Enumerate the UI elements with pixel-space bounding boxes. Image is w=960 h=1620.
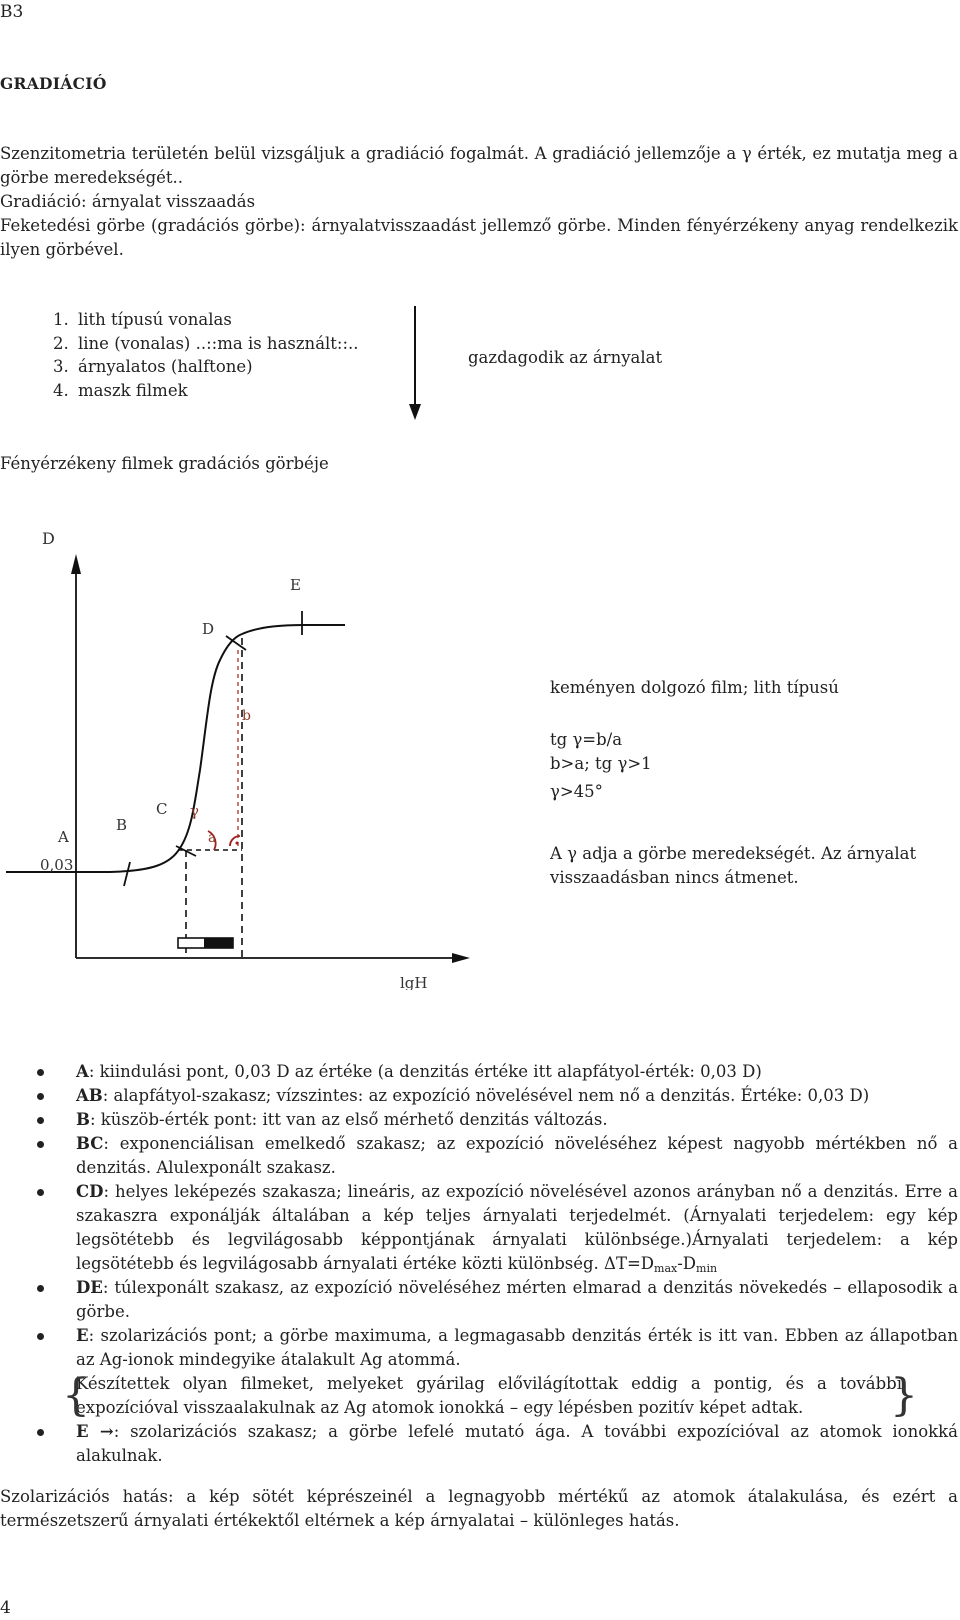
page-code: B3 [0,2,24,22]
page-title: GRADIÁCIÓ [0,74,107,93]
list-item: E: szolarizációs pont; a görbe maximuma, a legmagasabb denzitás érték is itt van. Ebben az állapotban az Ag-ionok mindegyike átalakult Ag atommá. [0,1324,958,1372]
bullet-icon [37,1093,44,1100]
bracketed-note: { Készítettek olyan filmeket, melyeket gyárilag elővilágítottak eddig a pontig, és a további expozícióval visszaalakulnak az Ag atomok ionokká – egy lépésben pozitív képet adtak. } [62,1370,918,1421]
baseline-value-label: 0,03 [40,856,74,874]
gamma-label: γ [190,802,199,820]
bullet-icon [37,1429,44,1436]
y-axis-label: D [42,529,55,548]
left-brace-icon: { [62,1370,90,1421]
list-item: CD: helyes leképezés szakasza; lineáris, az expozíció növelésével azonos arányban nő a denzitás. Erre a szakaszra exponálják általában a kép teljes árnyalati terjedelmét. (Árnyalati terjedelem: egy kép legsötétebb és legvilágosabb képpontjának árnyalati különbsége.)Árnyalati terjedelem: a kép legsötétebb és legvilágosabb árnyalati értéke közti különbség. $\Delta T=D_{max}-D_{min}$ [0,1180,958,1276]
film-type-list [40,308,359,402]
list-item: 3. árnyalatos (halftone) [74,355,359,379]
closing-paragraph: Szolarizációs hatás: a kép sötét képrészeinél a legnagyobb mértékű az atomok átalakulása, és ezért a természetszerű árnyalati értékektől eltérnek a kép árnyalatai – különleges hatás. [0,1487,958,1530]
point-C-label: C [156,800,168,818]
point-D-label: D [202,620,215,638]
list-item: BC: exponenciálisan emelkedő szakasz; az expozíció növeléséhez képest nagyobb mértékben nő a denzitás. Alulexponált szakasz. [0,1132,958,1180]
curve-points-list [0,1060,958,1468]
angle-rule: γ>45° [550,782,603,801]
bullet-icon [37,1141,44,1148]
list-item: E →: szolarizációs szakasz; a görbe lefelé mutató ága. A további expozícióval az atomok ionokká alakulnak. [0,1420,958,1468]
intro-section [0,142,958,262]
list-item: DE: túlexponált szakasz, az expozíció növeléséhez mérten elmarad a denzitás növekedés – ellaposodik a görbe. [0,1276,958,1324]
list-item: 4. maszk filmek [74,379,359,403]
x-axis-arrow-icon [452,953,470,963]
bullet-icon [37,1189,44,1196]
point-B-label: B [116,816,128,834]
y-axis-arrow-icon [71,554,81,574]
film-type-note: keményen dolgozó film; lith típusú [550,678,839,697]
intro-paragraph-1: Szenzitometria területén belül vizsgáljuk a gradiáció fogalmát. A gradiáció jellemzője a γ érték, ez mutatja meg a görbe meredekségét.. [0,144,958,187]
intro-paragraph-2: Gradiáció: árnyalat visszaadás [0,192,256,211]
page-number: 4 [0,1598,11,1618]
side-b-label: b [242,708,251,724]
gradation-curve [6,625,345,872]
down-arrow-icon [400,304,430,424]
list-item: 1. lith típusú vonalas [74,308,359,332]
gradation-curve-diagram [0,510,960,990]
slope-note: A γ adja a görbe meredekségét. Az árnyalat visszaadásban nincs átmenet. [550,844,917,887]
side-a-label: a [208,830,217,846]
list-item: AB: alapfátyol-szakasz; vízszintes: az expozíció növelésével nem nő a denzitás. Értéke: 0,03 D) [0,1084,958,1108]
bullet-icon [37,1117,44,1124]
point-A-label: A [58,828,69,846]
list-item: A: kiindulási pont, 0,03 D az értéke (a denzitás értéke itt alapfátyol-érték: 0,03 D) [0,1060,958,1084]
point-E-label: E [290,576,301,594]
diagram-title: Fényérzékeny filmek gradációs görbéje [0,454,329,473]
right-brace-icon: } [890,1370,918,1421]
tick-B [124,862,130,886]
bullet-icon [37,1285,44,1292]
exposure-bar-fill [204,938,233,948]
intro-paragraph-3: Feketedési görbe (gradációs görbe): árnyalatvisszaadást jellemző görbe. Minden fényérzékeny anyag rendelkezik ilyen görbével. [0,216,958,259]
right-angle-dot [236,842,239,845]
arrow-note: gazdagodik az árnyalat [468,348,663,367]
tg-formula: tg γ=b/a [550,730,623,749]
bullet-icon [37,1333,44,1340]
x-axis-label: lgH [400,974,428,990]
list-item: 2. line (vonalas) ..::ma is használt::.. [74,332,359,356]
bullet-icon [37,1069,44,1076]
list-item: B: küszöb-érték pont: itt van az első mérhető denzitás változás. [0,1108,958,1132]
inequality-note: b>a; tg γ>1 [550,754,652,773]
